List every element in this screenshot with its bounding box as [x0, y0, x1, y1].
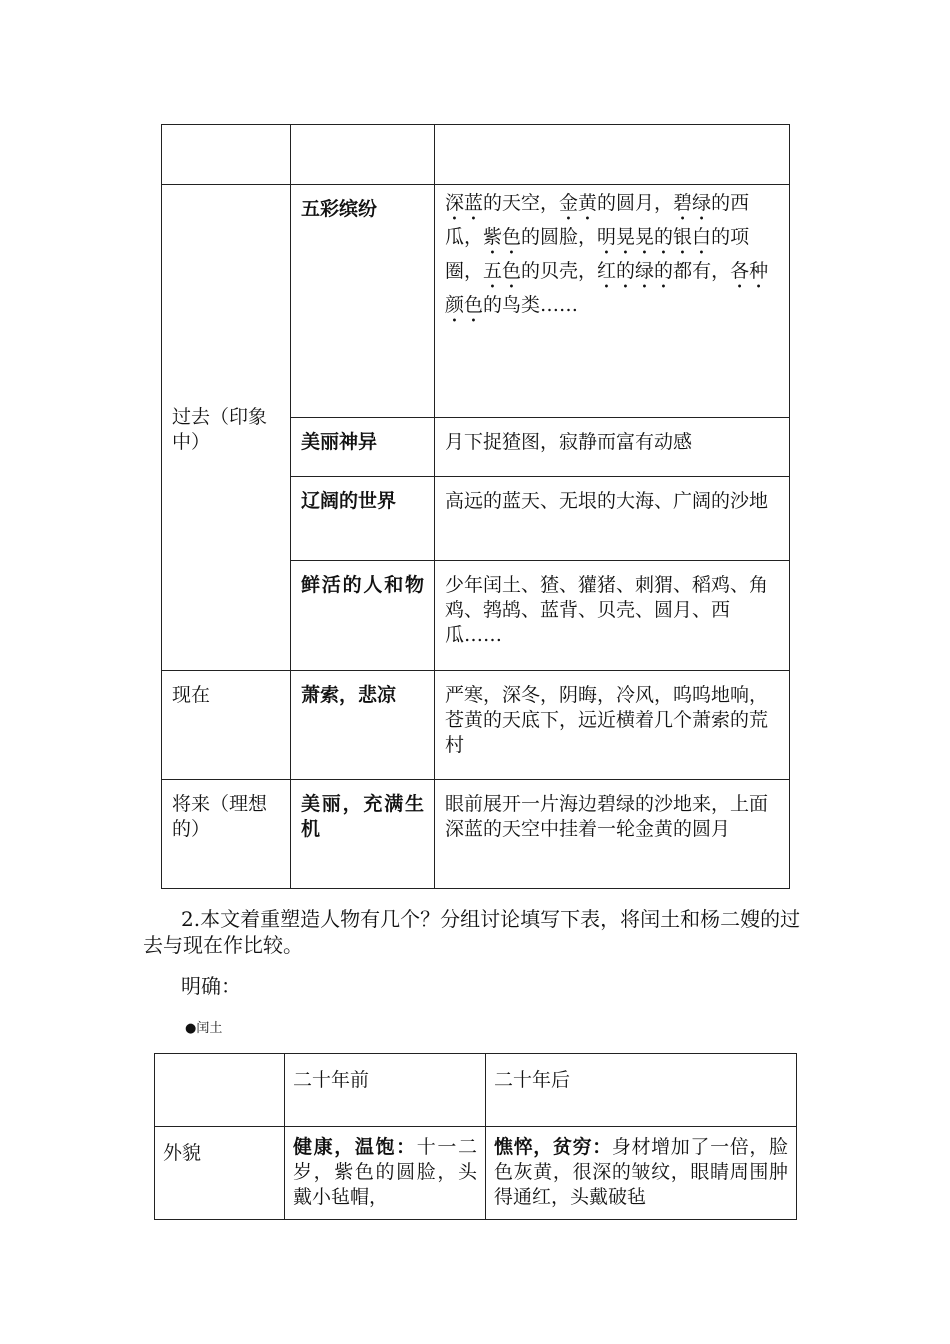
past-label: 过去（印象中）	[162, 185, 291, 671]
emphasized-text: 碧绿	[673, 192, 712, 214]
text-segment: 都有，	[673, 260, 731, 282]
text-segment: 的贝壳，	[521, 260, 598, 282]
emphasized-text: 深蓝	[445, 192, 484, 214]
after-detail: 身材增加了一倍，脸色灰黄，很深的皱纹，眼睛周围肿得通红，头戴破毡	[494, 1136, 788, 1208]
before-summary: 健康，温饱：	[293, 1136, 417, 1158]
table-cell	[162, 125, 291, 185]
table-row	[162, 671, 790, 780]
before-detail: 十一二岁，紫色的圆脸，头戴小毡帽，	[293, 1136, 477, 1208]
present-label: 现在	[162, 671, 291, 780]
emphasized-text: 紫色	[483, 226, 522, 248]
detail-cell: 眼前展开一片海边碧绿的沙地来，上面深蓝的天空中挂着一轮金黄的圆月	[435, 780, 790, 889]
table-cell	[435, 125, 790, 185]
detail-cell: 少年闰土、猹、獾猪、刺猬、稻鸡、角鸡、鹁鸪、蓝背、贝壳、圆月、西瓜……	[435, 561, 790, 671]
text-segment: 的西瓜，	[445, 192, 750, 248]
table-row	[162, 780, 790, 889]
detail-cell: 严寒，深冬，阴晦，冷风，呜呜地响，苍黄的天底下，远近横着几个萧索的荒村	[435, 671, 790, 780]
answer-label: 明确：	[181, 974, 241, 998]
emphasized-text: 各种颜色	[445, 260, 769, 316]
feature-cell: 五彩缤纷	[291, 185, 435, 418]
comparison-table	[154, 1053, 797, 1220]
emphasized-text: 金黄	[559, 192, 598, 214]
feature-cell: 美丽，充满生机	[291, 780, 435, 889]
emphasized-text: 明晃晃的银白	[597, 226, 712, 248]
text-segment: 的项圈，	[445, 226, 750, 282]
text-segment: 的圆脸，	[521, 226, 598, 248]
row-label: 外貌	[155, 1127, 285, 1220]
table-row	[155, 1127, 797, 1220]
detail-cell: 高远的蓝天、无垠的大海、广阔的沙地	[435, 477, 790, 561]
header-cell: 二十年后	[486, 1054, 797, 1127]
imagery-table	[161, 124, 790, 889]
table-cell	[291, 125, 435, 185]
header-cell	[155, 1054, 285, 1127]
after-cell	[486, 1127, 797, 1220]
feature-cell: 萧索，悲凉	[291, 671, 435, 780]
before-cell	[285, 1127, 486, 1220]
table-header-row	[155, 1054, 797, 1127]
bullet-runtu: ●闰土	[185, 1021, 223, 1036]
table-row	[162, 125, 790, 185]
question-text: 2.本文着重塑造人物有几个？分组讨论填写下表，将闰土和杨二嫂的过去与现在作比较。	[143, 907, 801, 957]
emphasized-text: 红的绿的	[597, 260, 674, 282]
header-cell: 二十年前	[285, 1054, 486, 1127]
detail-cell-colors	[435, 185, 790, 418]
feature-cell: 鲜活的人和物	[291, 561, 435, 671]
text-segment: 的鸟类……	[483, 294, 579, 316]
detail-cell: 月下捉猹图，寂静而富有动感	[435, 418, 790, 477]
feature-cell: 辽阔的世界	[291, 477, 435, 561]
after-summary: 憔悴，贫穷：	[494, 1136, 612, 1158]
table-row	[162, 185, 790, 418]
emphasized-text: 五色	[483, 260, 522, 282]
text-segment: 的天空，	[483, 192, 560, 214]
feature-cell: 美丽神异	[291, 418, 435, 477]
future-label: 将来（理想的）	[162, 780, 291, 889]
text-segment: 的圆月，	[597, 192, 674, 214]
